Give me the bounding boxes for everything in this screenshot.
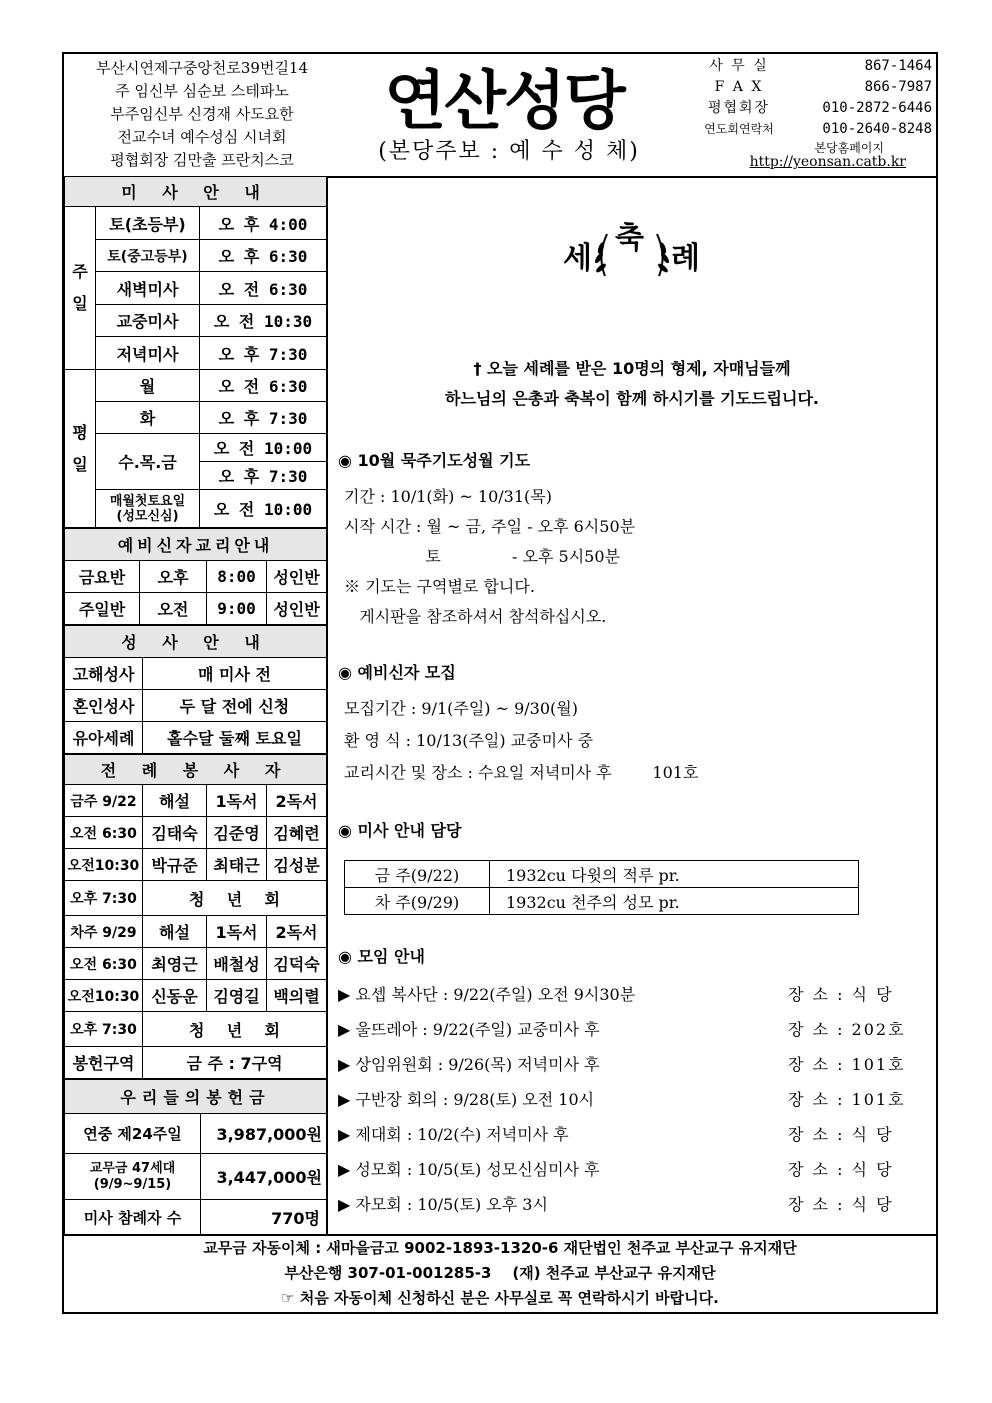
main-content: 세 축 례 † 오늘 세례를 받은 10명의 형제, 자매님들께 하느님의 은총과 축복이 함께 하시기를 기도드립니다. ◉ 10월 묵주기도성월 기도 기간 : 10/1(화) ~ 10/31(목) 시작 시간 : 월 ~ 금, 주일 - 오후 6시50분 토 - 오후 5시50분 ※ 기도는 구역별로 합니다. 게시판을 참조하셔서 참석하십시오. ◉ 예비신자 모집 모집기간 : 9/1(주일) ~ 9/30(월) 환 영 식 : 10/13(주일) 교중미사 중 교리시간 및 장소 : 수요일 저녁미사 후 101호 ◉ 미사 안내 담당 금 주(9/22) 1932cu 다윗의 적루 pr. 차 주(9/29) 1932cu 천주의 성모 pr. ◉ 모임 안내 ▶ 요셉 복사단 : 9/22(주일) 오전 9시30분 장 소 : 식 당 ▶ 울뜨레아 : 9/22(주일) 교중미사 후 장 소 : 202호 ▶ 상임위원회 : 9/26(목) 저녁미사 후 장 소 : 101호 ▶ 구반장 회의 : 9/28(토) 오전 10시 장 소 : 101호 ▶ 제대회 : 10/2(수) 저녁미사 후 장 소 : 식 당 ▶ 성모회 : 10/5(토) 성모신심미사 후 장 소 : 식 당 ▶ 자모회 : 10/5(토) 오후 3시 장 소 : 식 당: [328, 176, 936, 1234]
sidebar: [64, 176, 328, 1234]
homepage-label: 본당홈페이지: [814, 141, 884, 155]
address: 부산시연제구중앙천로39번길14: [95, 59, 309, 77]
meetings-heading: ◉ 모임 안내: [338, 947, 425, 966]
pastor: 주 임신부 심순보 스테파노: [115, 82, 289, 100]
header: [64, 54, 936, 178]
contact-row: 사 무 실 867-1464: [709, 58, 932, 74]
assistant-pastor: 부주임신부 신경재 사도요한: [110, 105, 294, 123]
ministers-table: 전 례 봉 사 자 금주 9/22 해설 1독서 2독서 오전 6:30 김태숙 김준영 김혜련 오전10:30 박규준 최태근 김성분 오후 7:30 청 년 회 차주 9/29 해설 1독서 2독서 오전 6:30 최영근 배철성 김덕숙 오전10:30 신동운 김영길 백의렬 오후 7:30 청 년 회 봉헌구역 금 주 : 7구역: [64, 754, 327, 1079]
meeting-row: ▶ 구반장 회의 : 9/28(토) 오전 10시 장 소 : 101호: [338, 1090, 906, 1109]
blessing-char-1: 세: [563, 241, 592, 276]
footer-line-3: ☞ 처음 자동이체 신청하신 분은 사무실로 꼭 연락하시기 바랍니다.: [281, 1289, 719, 1307]
meeting-row: ▶ 상임위원회 : 9/26(목) 저녁미사 후 장 소 : 101호: [338, 1055, 906, 1074]
meeting-row: ▶ 성모회 : 10/5(토) 성모신심미사 후 장 소 : 식 당: [338, 1160, 894, 1179]
duty-heading: ◉ 미사 안내 담당: [338, 821, 462, 840]
recruit-heading: ◉ 예비신자 모집: [338, 663, 456, 682]
council-president: 평협회장 김만출 프란치스코: [110, 151, 294, 169]
footer-line-2: 부산은행 307-01-001285-3 (재) 천주교 부산교구 유지재단: [284, 1264, 716, 1282]
parish-title: 연산성당: [384, 65, 624, 139]
blessing-char-3: 례: [671, 241, 700, 276]
meeting-row: ▶ 요셉 복사단 : 9/22(주일) 오전 9시30분 장 소 : 식 당: [338, 985, 894, 1004]
header-staff: [72, 57, 332, 172]
sisters: 전교수녀 예수성심 시녀회: [117, 128, 287, 146]
blessing-char-2: 축: [615, 221, 644, 256]
bulletin-frame: [62, 52, 938, 1314]
baptism-message: † 오늘 세례를 받은 10명의 형제, 자매님들께 하느님의 은총과 축복이 함께 하시기를 기도드립니다.: [445, 359, 819, 408]
contact-row: 평협회장 010-2872-6446: [707, 100, 932, 116]
mass-title: 미 사 안 내: [65, 177, 327, 207]
baptism-heading: [328, 206, 936, 300]
contacts: [684, 56, 934, 169]
contact-row: F A X 866-7987: [714, 79, 932, 95]
sacraments-table: 성 사 안 내 고해성사 매 미사 전 혼인성사 두 달 전에 신청 유아세례 홀수달 둘째 토요일: [64, 625, 327, 754]
catechumen-table: 예비신자교리안내 금요반 오후 8:00 성인반 주일반 오전 9:00 성인반: [64, 528, 327, 625]
meeting-row: ▶ 자모회 : 10/5(토) 오후 3시 장 소 : 식 당: [338, 1195, 894, 1214]
weekday-label: 평일: [65, 370, 96, 528]
mass-table: 미 사 안 내 주일 토(초등부) 오 후 4:00 토(중고등부) 오 후 6:30 새벽미사 오 전 6:30 교중미사 오 전 10:30 저녁미사 오 후 7:30 평일 월 오 전 6:30 화 오 후 7:30 수.목.금 오 전 10:00 오 후 7:30 매월첫토요일 (성모신심) 오 전 10:00: [64, 176, 327, 528]
footer-line-1: 교무금 자동이체 : 새마을금고 9002-1893-1320-6 재단법인 천주교 부산교구 유지재단: [203, 1239, 797, 1257]
sunday-label: 주일: [65, 207, 96, 370]
footer-bank-info: [64, 1234, 936, 1314]
homepage-link[interactable]: http://yeonsan.catb.kr: [749, 154, 906, 170]
offerings-table: 우리들의봉헌금 연중 제24주일 3,987,000원 교무금 47세대 (9/9~9/15) 3,447,000원 미사 참례자 수 770명: [64, 1079, 327, 1236]
parish-subtitle: (본당주보 : 예 수 성 체): [378, 139, 640, 164]
contact-row: 연도회연락처 010-2640-8248: [704, 121, 932, 137]
laurel-icon: [557, 206, 707, 296]
meeting-row: ▶ 울뜨레아 : 9/22(주일) 교중미사 후 장 소 : 202호: [338, 1020, 906, 1039]
duty-table: 금 주(9/22) 1932cu 다윗의 적루 pr. 차 주(9/29) 1932cu 천주의 성모 pr.: [344, 860, 859, 915]
rosary-heading: ◉ 10월 묵주기도성월 기도: [338, 451, 531, 470]
meeting-row: ▶ 제대회 : 10/2(수) 저녁미사 후 장 소 : 식 당: [338, 1125, 894, 1144]
